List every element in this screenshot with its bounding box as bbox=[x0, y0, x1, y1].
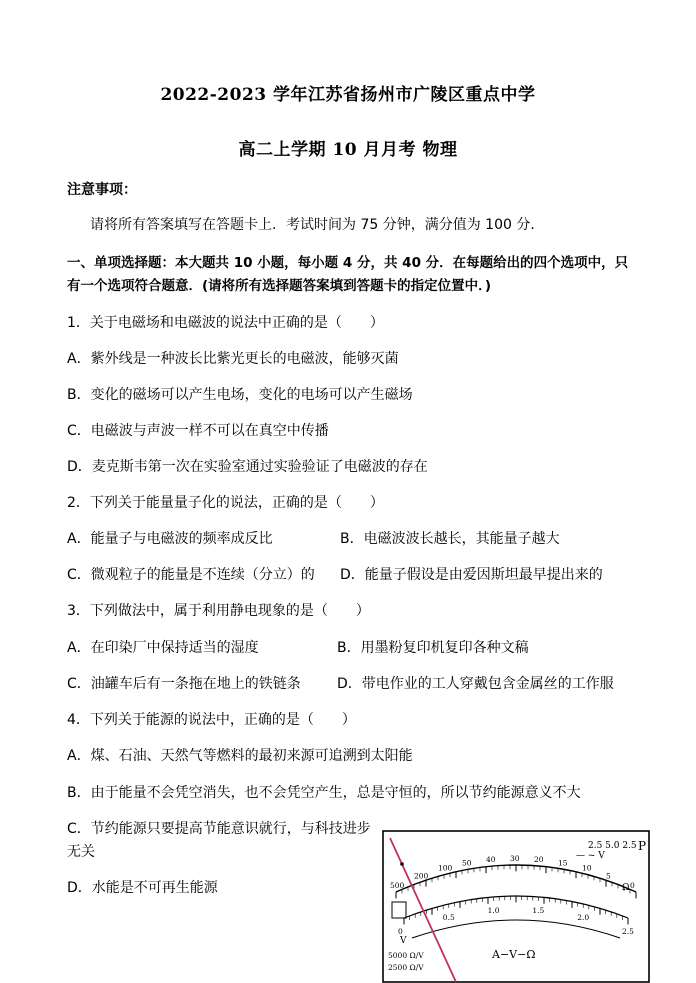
scale-tick-label: 100 bbox=[438, 863, 453, 873]
scale-tick-label: 0.5 bbox=[442, 912, 455, 922]
sensitivity-label-1: 5000 Ω/V bbox=[388, 951, 424, 960]
q2-stem: 2．下列关于能量量子化的说法，正确的是（ ） bbox=[67, 495, 384, 511]
needle-pivot-mark bbox=[400, 862, 404, 866]
q4-option-c-line2: 无关 bbox=[67, 844, 95, 860]
ohm-unit: Ω bbox=[622, 883, 630, 893]
exam-title-line1: 2022-2023 学年江苏省扬州市广陵区重点中学 bbox=[160, 85, 536, 105]
scale-tick-label: 2.0 bbox=[577, 912, 590, 922]
q3-stem: 3．下列做法中，属于利用静电现象的是（ ） bbox=[67, 603, 370, 619]
scale-tick-label: 2.5 bbox=[622, 927, 634, 936]
range-label: 2.5 5.0 2.5 bbox=[588, 841, 637, 851]
scale-tick-label: 15 bbox=[558, 858, 568, 868]
scale-tick-label: 5 bbox=[606, 871, 611, 881]
multimeter-dial-figure bbox=[382, 830, 650, 983]
q4-option-d: D．水能是不可再生能源 bbox=[67, 880, 218, 896]
scale-tick-label: 40 bbox=[486, 855, 496, 865]
notice-heading: 注意事项： bbox=[67, 182, 137, 198]
q1-option-d: D．麦克斯韦第一次在实验室通过实验验证了电磁波的存在 bbox=[67, 459, 428, 475]
volt-unit: V bbox=[400, 936, 407, 946]
scale-tick-label: 200 bbox=[414, 871, 429, 881]
q3-option-a: A．在印染厂中保持适当的湿度 bbox=[67, 640, 259, 656]
q1-option-b: B．变化的磁场可以产生电场，变化的电场可以产生磁场 bbox=[67, 387, 413, 403]
scale-tick-label: 0 bbox=[630, 881, 635, 890]
q1-option-c: C．电磁波与声波一样不可以在真空中传播 bbox=[67, 423, 329, 439]
q4-option-c-line1: C．节约能源只要提高节能意识就行，与科技进步 bbox=[67, 821, 371, 837]
scale-tick-label: 30 bbox=[510, 854, 520, 863]
q3-option-b: B．用墨粉复印机复印各种文稿 bbox=[337, 640, 529, 656]
q2-option-d: D．能量子假设是由爱因斯坦最早提出来的 bbox=[340, 567, 603, 583]
q3-option-d: D．带电作业的工人穿戴包含金属丝的工作服 bbox=[337, 676, 614, 692]
q4-option-b: B．由于能量不会凭空消失，也不会凭空产生，总是守恒的，所以节约能源意义不大 bbox=[67, 785, 581, 801]
center-label: A−V−Ω bbox=[492, 948, 536, 961]
notice-text: 请将所有答案填写在答题卡上．考试时间为 75 分钟，满分值为 100 分． bbox=[90, 217, 545, 233]
ac-dc-symbols: — ~ V bbox=[576, 851, 605, 861]
q1-option-a: A．紫外线是一种波长比紫光更长的电磁波，能够灭菌 bbox=[67, 351, 399, 367]
q2-option-a: A．能量子与电磁波的频率成反比 bbox=[67, 531, 273, 547]
scale-tick-label: 500 bbox=[390, 881, 405, 890]
exam-title-line2: 高二上学期 10 月月考 物理 bbox=[238, 140, 458, 160]
section1-instructions-line2: 有一个选项符合题意．(请将所有选择题答案填到答题卡的指定位置中．) bbox=[67, 278, 492, 294]
scale-tick-label: 50 bbox=[462, 858, 472, 868]
section1-instructions-line1: 一、单项选择题：本大题共 10 小题，每小题 4 分，共 40 分．在每题给出的四个选项中，只 bbox=[67, 255, 629, 271]
p-label: P bbox=[638, 839, 647, 853]
q2-option-c: C．微观粒子的能量是不连续（分立）的 bbox=[67, 567, 315, 583]
q4-stem: 4．下列关于能源的说法中，正确的是（ ） bbox=[67, 712, 356, 728]
scale-tick-label: 0 bbox=[398, 927, 403, 936]
q1-stem: 1．关于电磁场和电磁波的说法中正确的是（ ） bbox=[67, 315, 384, 331]
q3-option-c: C．油罐车后有一条拖在地上的铁链条 bbox=[67, 676, 301, 692]
q2-option-b: B．电磁波波长越长，其能量子越大 bbox=[340, 531, 560, 547]
scale-tick-label: 20 bbox=[534, 855, 544, 865]
q4-option-a: A．煤、石油、天然气等燃料的最初来源可追溯到太阳能 bbox=[67, 748, 413, 764]
sensitivity-label-2: 2500 Ω/V bbox=[388, 963, 424, 972]
scale-tick-label: 10 bbox=[582, 863, 592, 873]
scale-tick-label: 1.0 bbox=[487, 905, 500, 915]
scale-tick-label: 1.5 bbox=[532, 905, 545, 915]
